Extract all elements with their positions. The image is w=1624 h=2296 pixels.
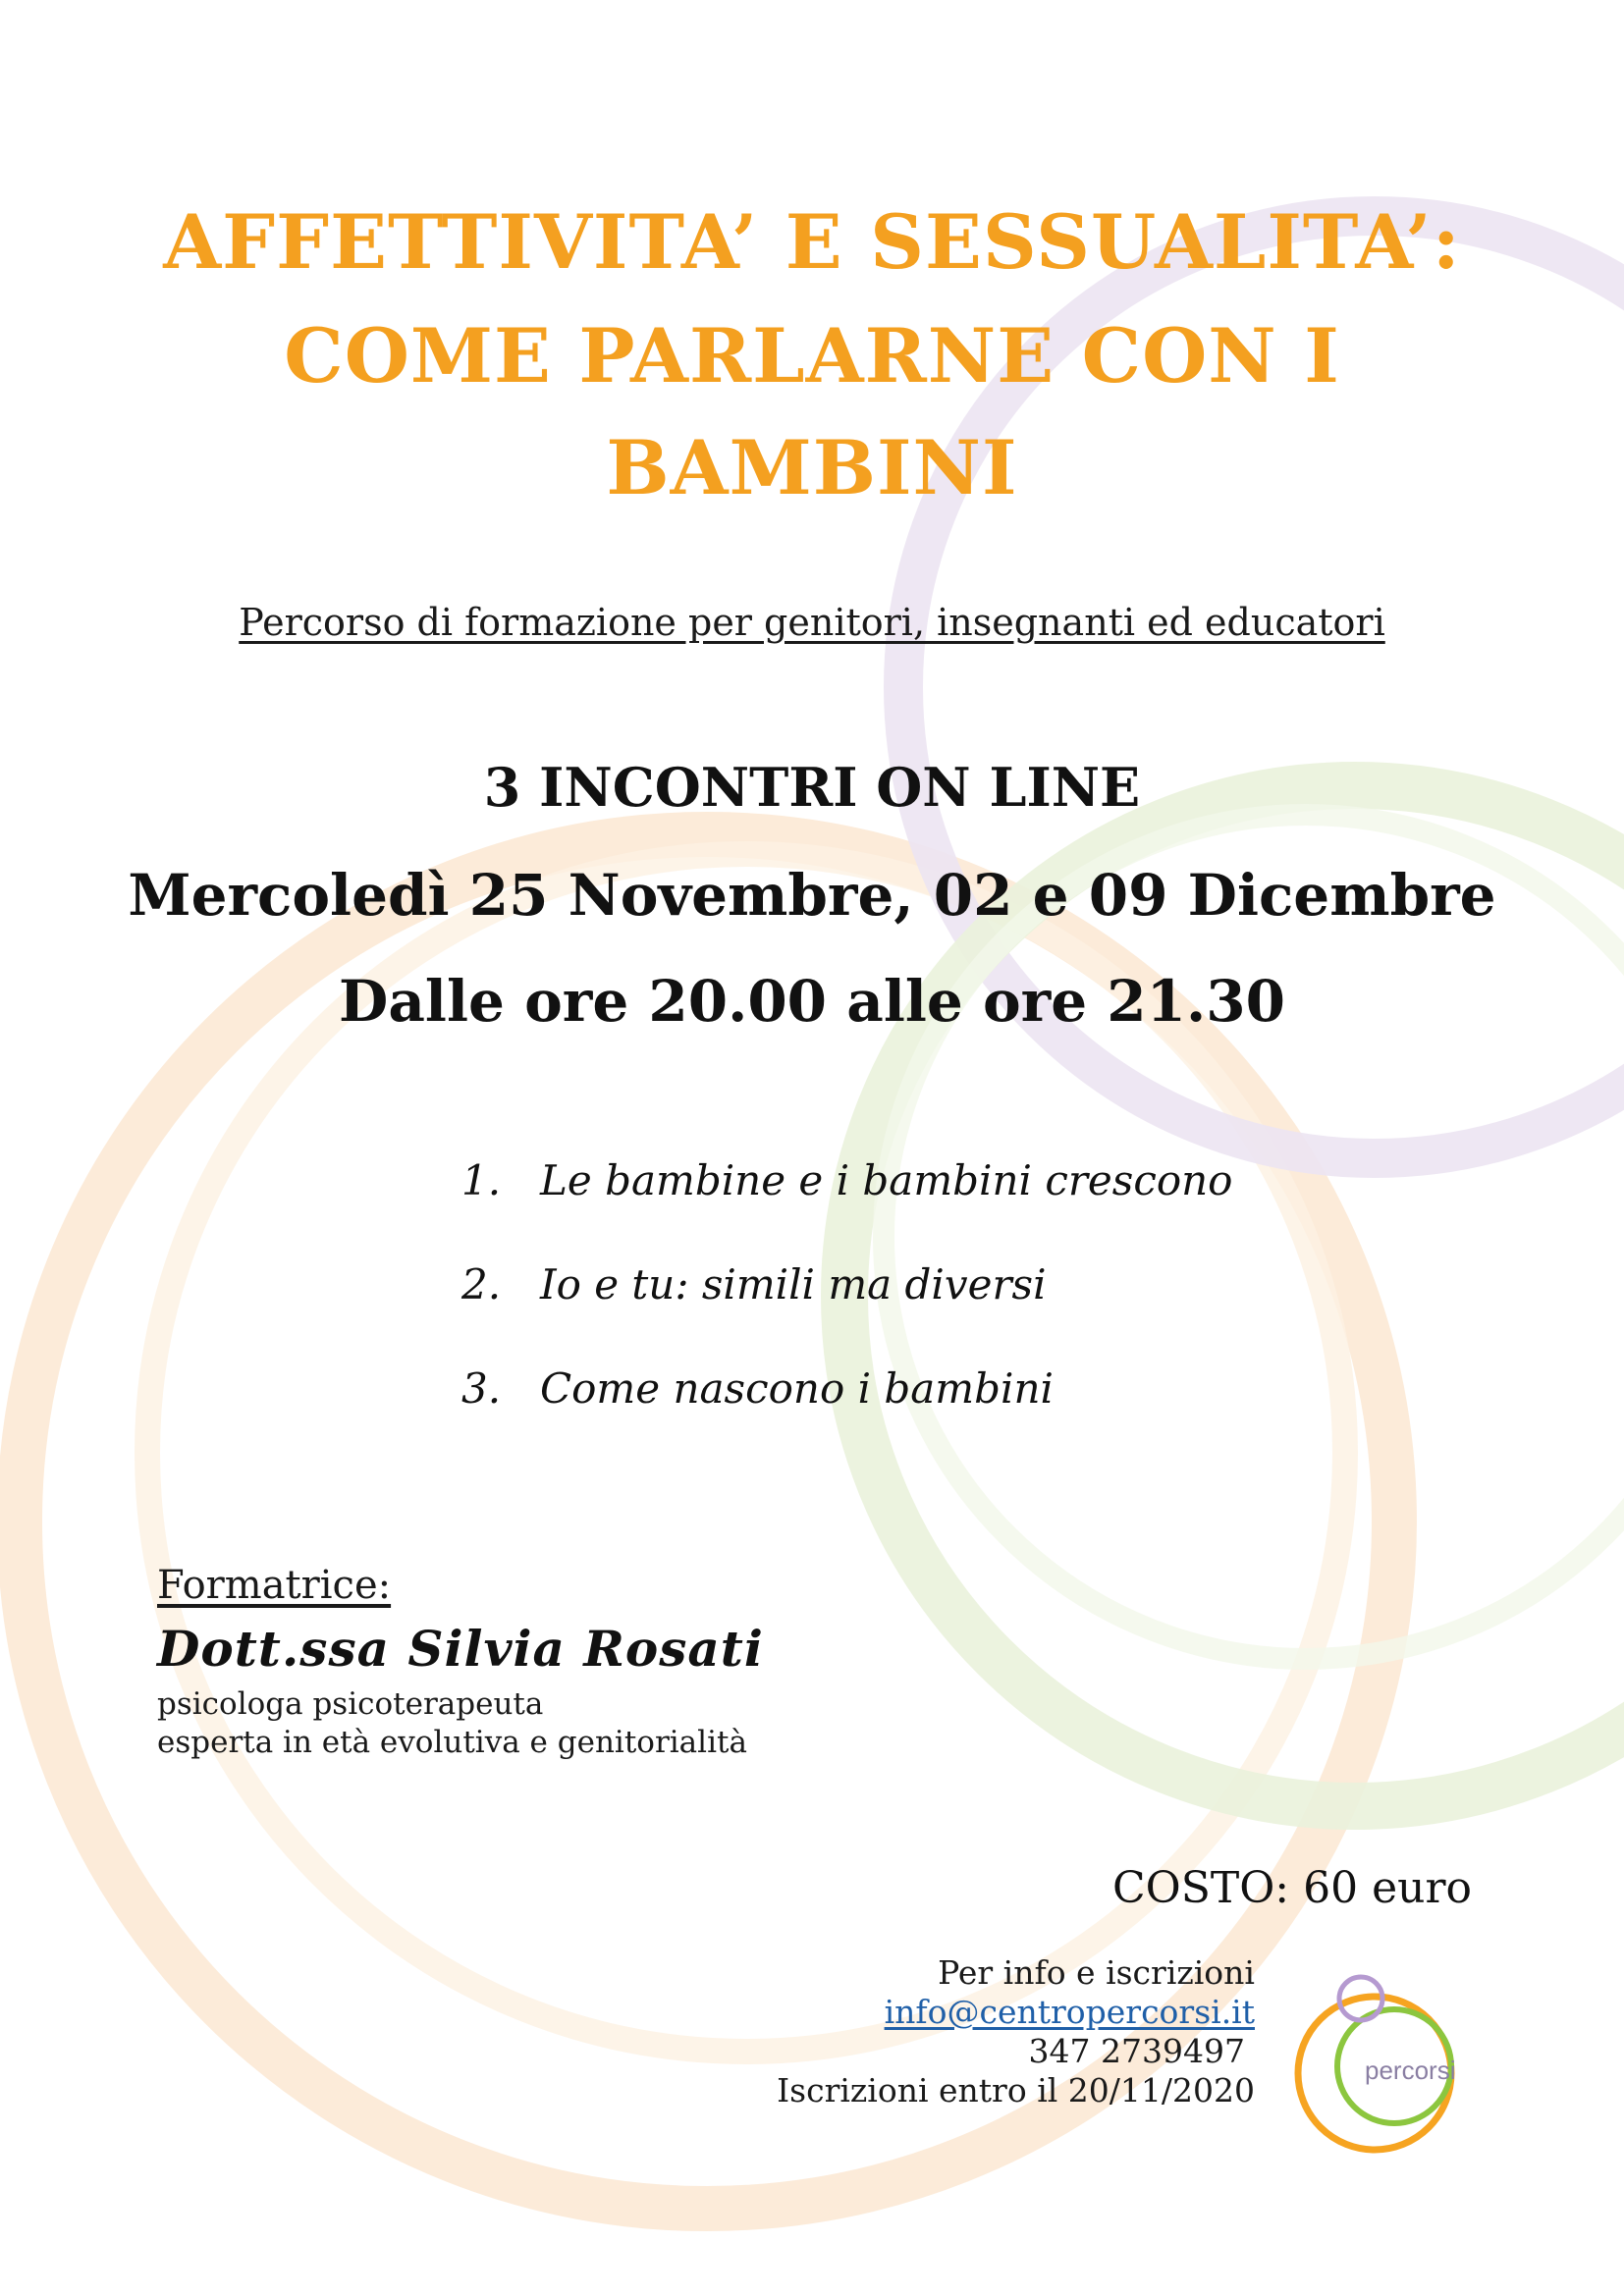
phone-number: 347 2739497 (1028, 2032, 1245, 2070)
topic-number: 2. (461, 1260, 502, 1308)
topic-number: 1. (461, 1156, 502, 1204)
list-item (461, 1139, 1232, 1243)
subtitle: Percorso di formazione per genitori, insegnanti ed educatori (239, 601, 1385, 644)
topics-list (461, 1139, 1232, 1451)
topic-text: Io e tu: simili ma diversi (540, 1260, 1047, 1308)
list-item (461, 1347, 1232, 1451)
email-link[interactable]: info@centropercorsi.it (884, 1993, 1255, 2031)
topic-text: Le bambine e i bambini crescono (540, 1156, 1233, 1204)
topic-number: 3. (461, 1364, 502, 1413)
meetings-count: 3 INCONTRI ON LINE (483, 756, 1141, 819)
title-line-1: AFFETTIVITA’ E SESSUALITA’: (163, 198, 1461, 286)
logo-text: percorsi (1365, 2056, 1456, 2085)
cost: COSTO: 60 euro (1112, 1863, 1472, 1913)
list-item (461, 1243, 1232, 1347)
trainer-label: Formatrice: (157, 1563, 392, 1608)
percorsi-logo (1267, 1963, 1492, 2160)
title-line-3: BAMBINI (606, 424, 1018, 511)
trainer-role: psicologa psicoterapeuta (157, 1686, 544, 1722)
registration-deadline: Iscrizioni entro il 20/11/2020 (777, 2071, 1255, 2109)
meeting-hours: Dalle ore 20.00 alle ore 21.30 (339, 968, 1285, 1035)
trainer-name: Dott.ssa Silvia Rosati (157, 1620, 764, 1678)
trainer-expertise: esperta in età evolutiva e genitorialità (157, 1725, 747, 1760)
topic-text: Come nascono i bambini (540, 1364, 1054, 1413)
meeting-dates: Mercoledì 25 Novembre, 02 e 09 Dicembre (128, 862, 1496, 929)
title-line-2: COME PARLARNE CON I (284, 312, 1340, 400)
info-label: Per info e iscrizioni (938, 1953, 1255, 1992)
